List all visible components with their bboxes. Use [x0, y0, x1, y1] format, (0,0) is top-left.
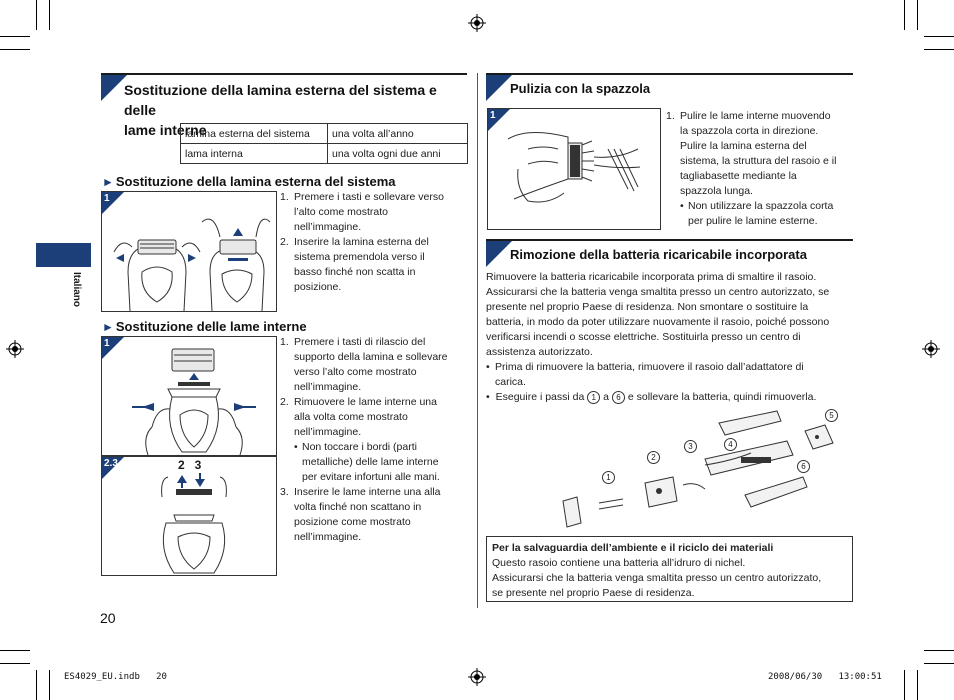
section-header-brush [486, 73, 853, 75]
blade-section-title: ► Sostituzione delle lame interne [102, 319, 307, 334]
table-cell: lama interna [181, 144, 328, 164]
crop-mark [36, 670, 37, 700]
battery-bullet-2: • Eseguire i passi da 1 a 6 e sollevare la batteria, quindi rimuoverla. [486, 391, 817, 403]
environment-notice-box: Per la salvaguardia dell’ambiente e il riciclo dei materiali Questo rasoio contiene una batteria all’idruro di nichel. Assicurarsi che la batteria venga smaltita presso un centro autorizzato, se presente nel proprio Paese di residenza. [486, 536, 853, 602]
crop-mark [0, 650, 30, 651]
callout-6: 6 [797, 460, 810, 473]
foil-section-title: ► Sostituzione della lamina esterna del sistema [102, 174, 396, 189]
brush-figure: 1 [487, 108, 661, 230]
crop-mark [0, 49, 30, 50]
crop-mark [904, 670, 905, 700]
triangle-bullet-icon: ► [102, 175, 114, 189]
step-number-badge: 6 [612, 391, 625, 404]
crop-mark [917, 670, 918, 700]
registration-mark-icon [468, 668, 486, 686]
brush-cleaning-illustration [488, 109, 660, 229]
registration-mark-icon [468, 14, 486, 32]
brush-step-bullet: • Non utilizzare la spazzola corta per pulire le lamine esterne. [680, 200, 834, 227]
callout-1: 1 [602, 471, 615, 484]
crop-mark [49, 0, 50, 30]
crop-mark [904, 0, 905, 30]
crop-mark [924, 36, 954, 37]
brush-step-1: 1. Pulire le lame interne muovendo la spazzola corta in direzione. Pulire la lamina esterna del sistema, la struttura del rasoio e il tagliabasette mediante la spazzola lunga. [666, 110, 837, 197]
column-divider [477, 73, 478, 608]
header-triangle [486, 75, 512, 101]
foil-step-1: 1. Premere i tasti e sollevare verso l’alto come mostrato nell’immagine. [280, 191, 444, 233]
header-triangle [486, 241, 512, 267]
blade-step-2: 2. Rimuovere le lame interne una alla volta come mostrato nell’immagine. [280, 396, 437, 438]
registration-mark-icon [6, 340, 24, 358]
section-header-replacement [101, 73, 467, 75]
battery-section-title: Rimozione della batteria ricaricabile incorporata [510, 247, 807, 262]
blade-holder-illustration [102, 337, 276, 455]
replacement-schedule-table [180, 123, 468, 164]
callout-3: 3 [684, 440, 697, 453]
crop-mark [49, 670, 50, 700]
foil-figure: 1 [101, 191, 277, 312]
language-tab [36, 243, 91, 267]
table-cell: lamina esterna del sistema [181, 124, 328, 144]
triangle-bullet-icon: ► [102, 320, 114, 334]
crop-mark [924, 650, 954, 651]
callout-4: 4 [724, 438, 737, 451]
table-cell: una volta all’anno [328, 124, 468, 144]
blade-figure-1: 1 [101, 336, 277, 456]
language-label: Italiano [71, 272, 82, 308]
registration-mark-icon [922, 340, 940, 358]
foil-removal-illustration [102, 192, 276, 311]
table-row [181, 144, 468, 164]
blade-step-2-bullet: • Non toccare i bordi (parti metalliche) delle lame interne per evitare infortuni alle mani. [294, 441, 440, 483]
blade-step-3: 3. Inserire le lame interne una alla volta finché non scattano in posizione come mostrato nell’immagine. [280, 486, 441, 543]
section-header-battery [486, 239, 853, 241]
battery-bullet-1: • Prima di rimuovere la batteria, rimuovere il rasoio dall’adattatore di carica. [486, 361, 804, 388]
brush-section-title: Pulizia con la spazzola [510, 81, 651, 96]
callout-2: 2 [647, 451, 660, 464]
battery-disassembly-figure [555, 405, 845, 530]
page-number: 20 [100, 610, 116, 626]
footer-file: ES4029_EU.indb 20 [64, 672, 167, 682]
blade-step-1: 1. Premere i tasti di rilascio del supporto della lamina e sollevare verso l’alto come mostrato nell’immagine. [280, 336, 448, 393]
table-cell: una volta ogni due anni [328, 144, 468, 164]
table-row [181, 124, 468, 144]
step-number-badge: 1 [587, 391, 600, 404]
blade-figure-2-3: 2.3 2 3 [101, 456, 277, 576]
crop-mark [917, 0, 918, 30]
battery-paragraph: Rimuovere la batteria ricaricabile incorporata prima di smaltire il rasoio. Assicurarsi che la batteria venga smaltita presso un centro autorizzato, se presente nel proprio Paese di residenza. Non smontare o sostituire la batteria, in modo da poter utilizzare nuovamente il rasoio, poiché possono verificarsi incendi o scosse elettriche. Sostituirla presso un centro di assistenza autorizzato. [486, 271, 830, 358]
crop-mark [36, 0, 37, 30]
main-title: Sostituzione della lamina esterna del sistema e delle lame interne [124, 82, 437, 138]
figure-step-numbers: 2 3 [178, 458, 202, 472]
crop-mark [0, 663, 30, 664]
crop-mark [924, 663, 954, 664]
crop-mark [0, 36, 30, 37]
callout-5: 5 [825, 409, 838, 422]
footer-date: 2008/06/30 13:00:51 [768, 672, 882, 682]
environment-notice-title: Per la salvaguardia dell’ambiente e il riciclo dei materiali [492, 542, 774, 554]
blade-insert-illustration [102, 457, 276, 575]
crop-mark [924, 49, 954, 50]
foil-step-2: 2. Inserire la lamina esterna del sistema premendola verso il basso finché non scatta in posizione. [280, 236, 429, 293]
